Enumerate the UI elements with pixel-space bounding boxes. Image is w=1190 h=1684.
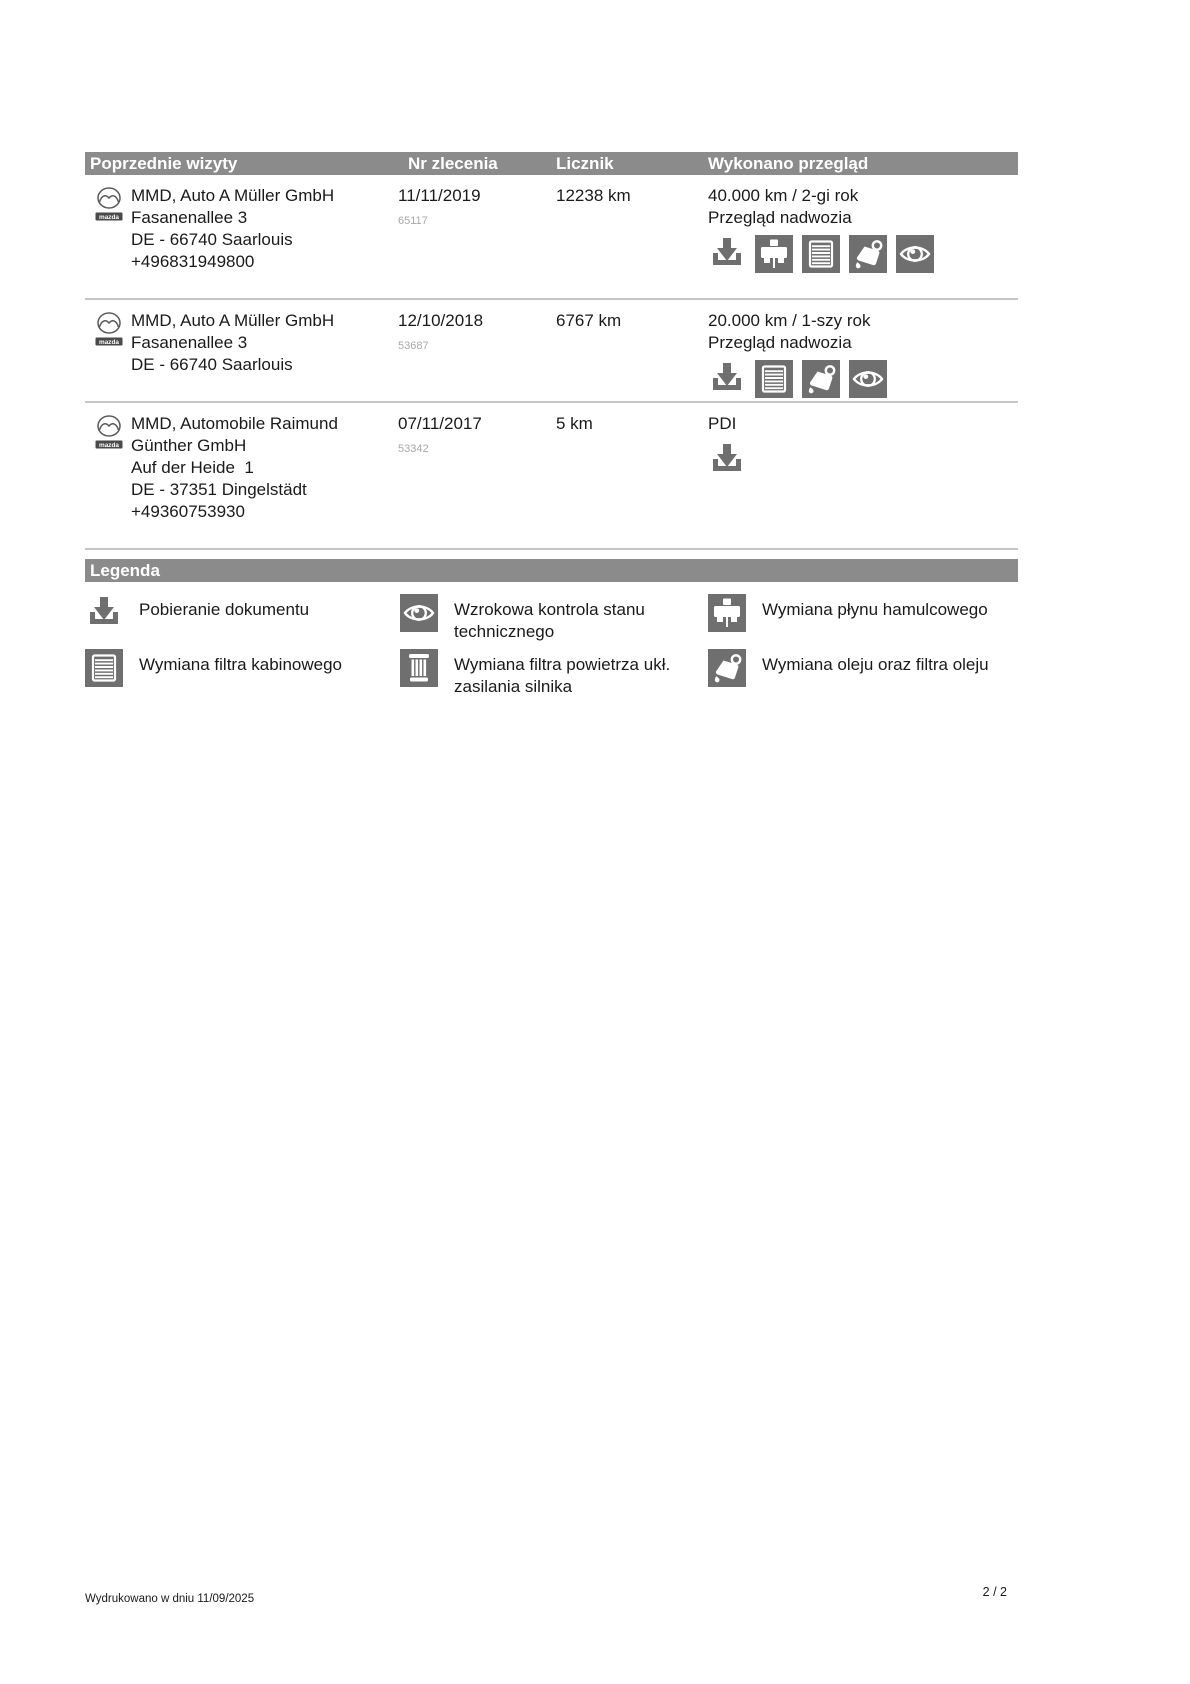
service-cell	[708, 310, 1018, 398]
service-description-line: Przegląd nadwozia	[708, 208, 852, 227]
visit-row	[85, 403, 1018, 550]
printed-date: Wydrukowano w dniu 11/09/2025	[85, 1593, 255, 1605]
visit-date: 11/11/2019	[398, 186, 481, 205]
header-previous-visits: Poprzednie wizyty	[90, 154, 238, 173]
visit-date: 12/10/2018	[398, 311, 484, 330]
service-icons	[708, 360, 1018, 398]
mazda-logo-icon	[95, 186, 123, 226]
dealer-cell	[95, 185, 395, 273]
oil-icon	[802, 360, 840, 398]
service-icons	[708, 235, 1018, 273]
visit-rows	[85, 175, 1018, 550]
legend-label: Wzrokowa kontrola stanu technicznego	[454, 600, 645, 641]
dealer-address-line: +49360753930	[131, 502, 245, 521]
service-icons	[708, 441, 1018, 479]
dealer-address-line: MMD, Auto A Müller GmbH	[131, 186, 335, 205]
dealer-cell	[95, 413, 395, 523]
legend-grid	[85, 594, 1018, 698]
air-filter-icon	[400, 649, 438, 687]
dealer-address-line: Fasanenallee 3	[131, 208, 248, 227]
cabin-filter-icon	[802, 235, 840, 273]
dealer-address-line: +496831949800	[131, 252, 255, 271]
service-description-line: PDI	[708, 414, 737, 433]
oil-icon	[708, 649, 746, 687]
cabin-filter-icon	[755, 360, 793, 398]
mazda-logo-icon	[95, 414, 123, 454]
odometer-value: 12238 km	[556, 186, 631, 205]
header-order-number: Nr zlecenia	[408, 154, 498, 173]
eye-icon	[849, 360, 887, 398]
eye-icon	[896, 235, 934, 273]
download-icon[interactable]	[708, 235, 746, 273]
legend-label: Wymiana oleju oraz filtra oleju	[762, 655, 989, 674]
legend-item	[708, 649, 1018, 698]
download-icon[interactable]	[708, 441, 746, 479]
svg-text:mazda: mazda	[99, 213, 119, 221]
order-number: 65117	[398, 215, 428, 227]
dealer-address-line: DE - 37351 Dingelstädt	[131, 480, 307, 499]
page-indicator: 2 / 2	[982, 1585, 1007, 1599]
dealer-address-line: DE - 66740 Saarlouis	[131, 355, 293, 374]
mazda-logo-icon	[95, 311, 123, 351]
legend-item	[400, 594, 708, 643]
dealer-address	[131, 185, 395, 273]
legend-item	[400, 649, 708, 698]
legend-label: Wymiana filtra kabinowego	[139, 655, 342, 674]
dealer-address	[131, 310, 395, 376]
eye-icon	[400, 594, 438, 632]
legend-item	[85, 649, 400, 698]
legend-label: Wymiana płynu hamulcowego	[762, 600, 988, 619]
visit-row	[85, 300, 1018, 403]
dealer-address-line: Auf der Heide 1	[131, 458, 254, 477]
dealer-address-line: Fasanenallee 3	[131, 333, 248, 352]
download-icon[interactable]	[708, 360, 746, 398]
legend-item	[85, 594, 400, 643]
order-cell	[398, 310, 483, 357]
brake-fluid-icon	[708, 594, 746, 632]
download-icon	[85, 594, 123, 632]
visit-row	[85, 175, 1018, 300]
order-number: 53342	[398, 443, 429, 455]
cabin-filter-icon	[85, 649, 123, 687]
header-odometer: Licznik	[556, 154, 614, 173]
service-cell	[708, 185, 1018, 273]
dealer-address	[131, 413, 395, 523]
legend-title: Legenda	[90, 561, 160, 580]
service-cell	[708, 413, 1018, 479]
dealer-address-line: Günther GmbH	[131, 436, 247, 455]
brake-fluid-icon	[755, 235, 793, 273]
legend-label: Wymiana filtra powietrza ukł. zasilania silnika	[454, 655, 671, 696]
legend-label: Pobieranie dokumentu	[139, 600, 310, 619]
svg-text:mazda: mazda	[99, 441, 119, 449]
order-number: 53687	[398, 340, 429, 352]
dealer-cell	[95, 310, 395, 376]
svg-text:mazda: mazda	[99, 338, 119, 346]
order-cell	[398, 185, 481, 232]
odometer-value: 6767 km	[556, 311, 622, 330]
service-description-line: 40.000 km / 2-gi rok	[708, 186, 859, 205]
legend-header	[85, 559, 1018, 582]
oil-icon	[849, 235, 887, 273]
table-header	[85, 152, 1018, 175]
dealer-address-line: MMD, Automobile Raimund	[131, 414, 338, 433]
service-history-document	[85, 152, 1018, 698]
legend-item	[708, 594, 1018, 643]
visit-date: 07/11/2017	[398, 414, 482, 433]
header-service-performed: Wykonano przegląd	[708, 154, 869, 173]
dealer-address-line: MMD, Auto A Müller GmbH	[131, 311, 335, 330]
dealer-address-line: DE - 66740 Saarlouis	[131, 230, 293, 249]
odometer-value: 5 km	[556, 414, 593, 433]
service-description-line: 20.000 km / 1-szy rok	[708, 311, 871, 330]
order-cell	[398, 413, 482, 460]
service-description-line: Przegląd nadwozia	[708, 333, 852, 352]
